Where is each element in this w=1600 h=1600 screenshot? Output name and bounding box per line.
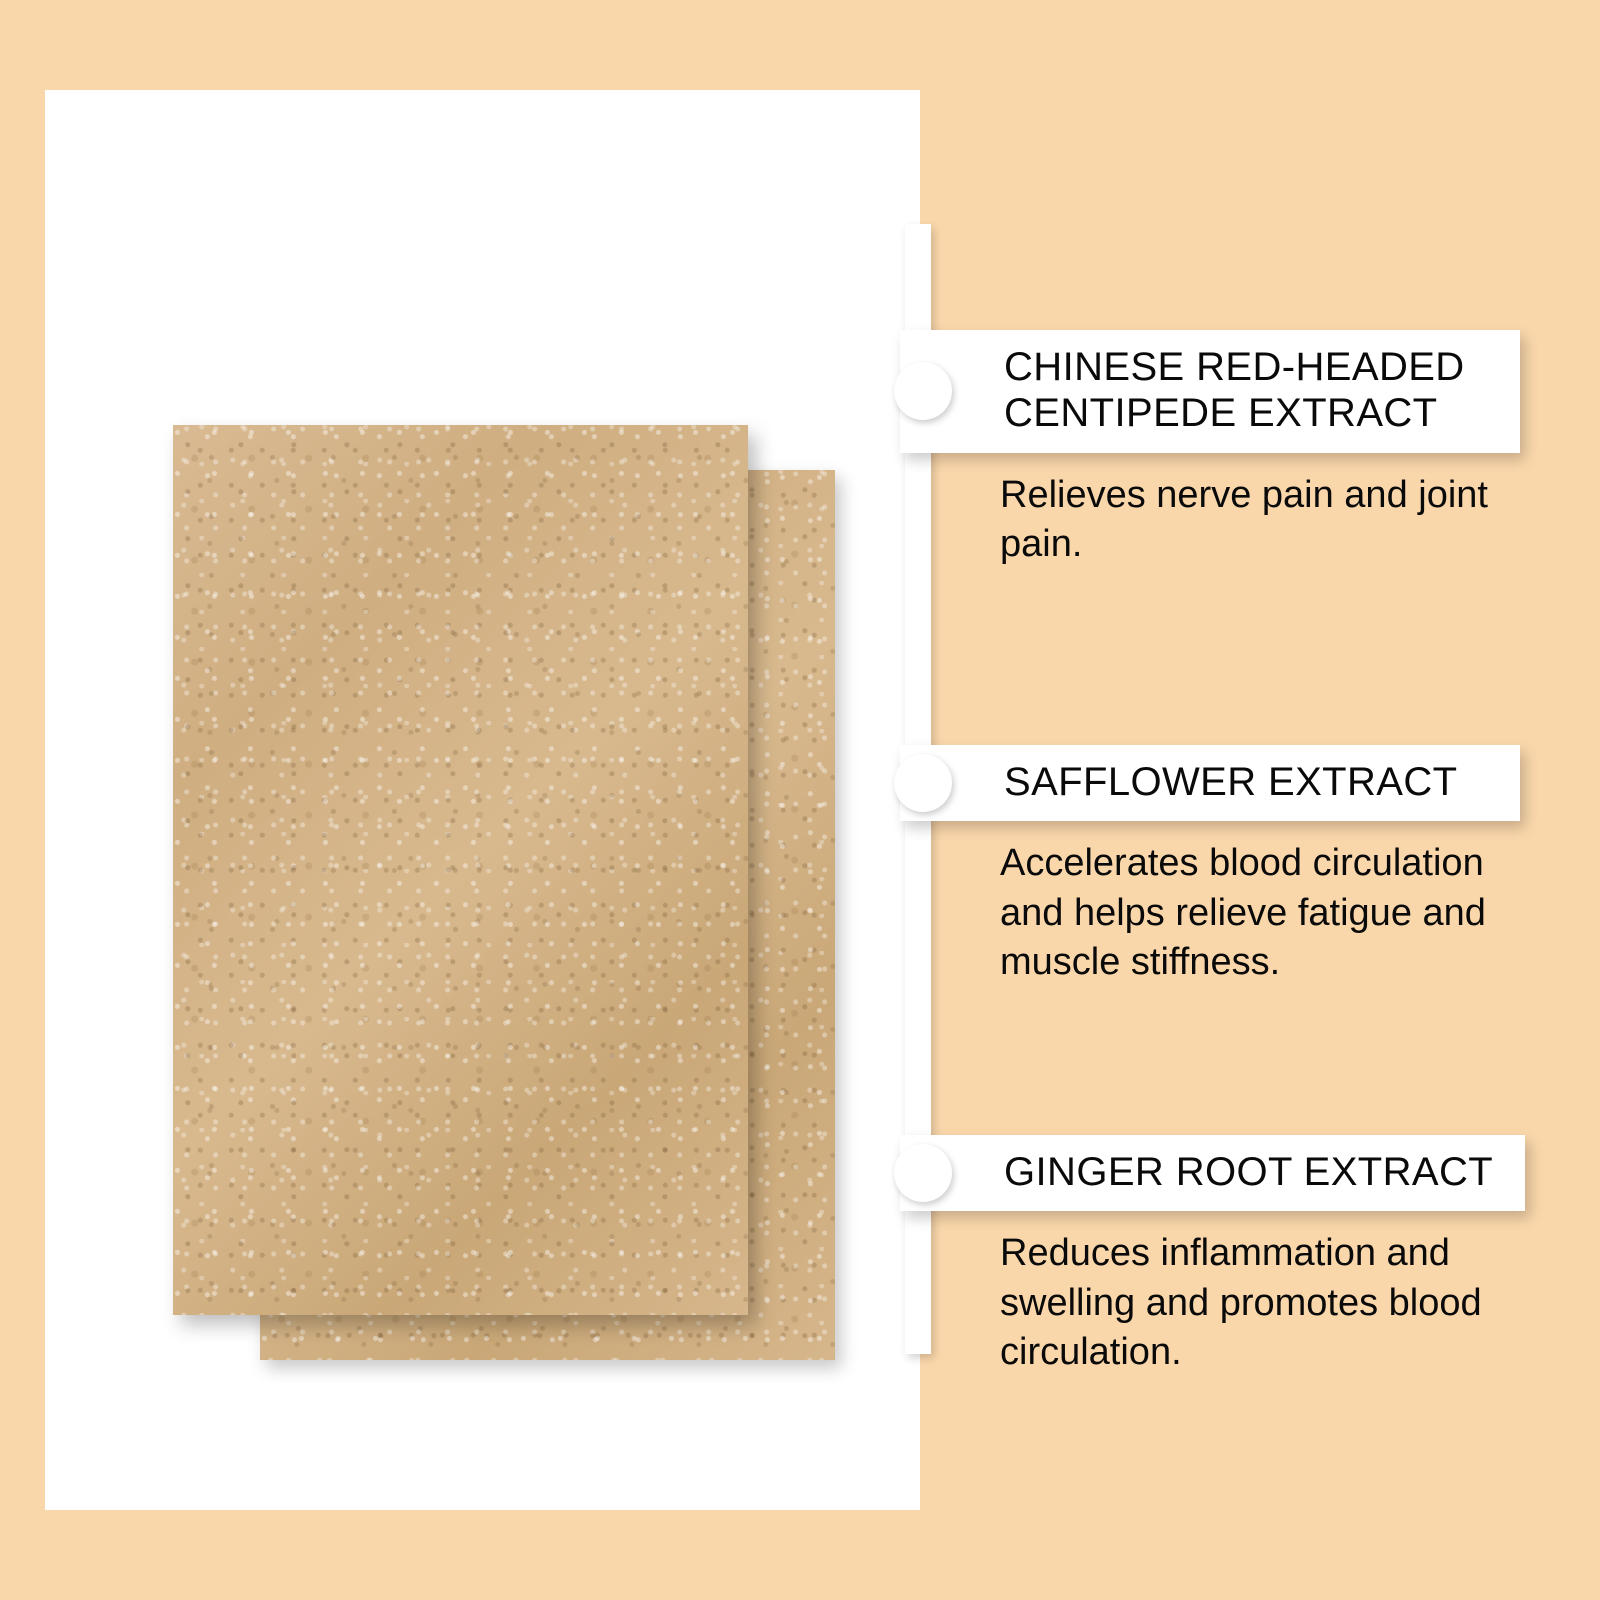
feature-title-text: CHINESE RED-HEADED CENTIPEDE EXTRACT — [1004, 345, 1465, 436]
feature-item-centipede-extract — [900, 330, 1520, 570]
feature-title-text: GINGER ROOT EXTRACT — [1004, 1150, 1494, 1194]
feature-description-text: Reduces inflammation and swelling and promotes blood circulation. — [1000, 1232, 1482, 1374]
feature-description-text: Accelerates blood circulation and helps relieve fatigue and muscle stiffness. — [1000, 842, 1486, 984]
feature-description-text: Relieves nerve pain and joint pain. — [1000, 473, 1488, 566]
bullet-dot-icon — [894, 754, 952, 812]
feature-item-safflower-extract — [900, 745, 1520, 988]
bullet-dot-icon — [894, 362, 952, 420]
feature-title-banner — [900, 1135, 1525, 1211]
feature-title-banner — [900, 745, 1520, 821]
feature-title-text: SAFFLOWER EXTRACT — [1004, 760, 1458, 804]
herbal-patch-front-image — [173, 425, 748, 1315]
feature-item-ginger-root-extract — [900, 1135, 1525, 1378]
product-image-panel — [45, 90, 920, 1510]
bullet-dot-icon — [894, 1144, 952, 1202]
feature-title-banner — [900, 330, 1520, 453]
